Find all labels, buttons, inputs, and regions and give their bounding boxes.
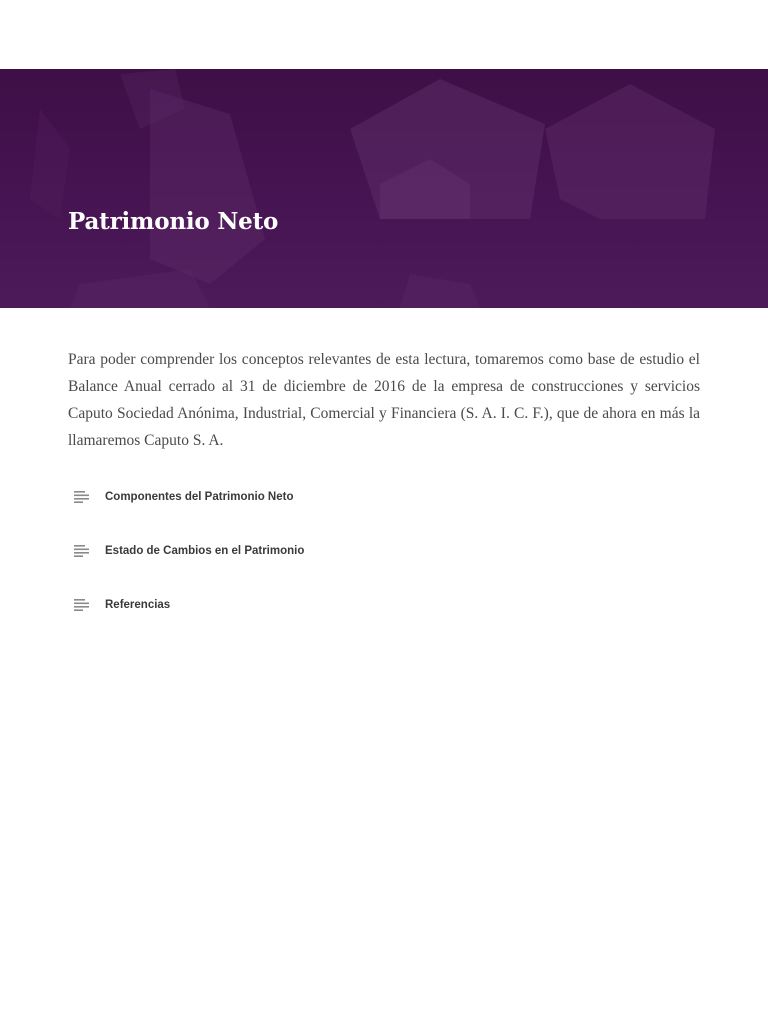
list-lines-icon [74, 599, 90, 611]
toc-item-label: Referencias [105, 599, 171, 611]
list-lines-icon [74, 491, 90, 503]
decor-shape-bottomleft [70, 269, 210, 308]
toc-item-referencias[interactable] [68, 588, 700, 622]
decor-shape-bottomcenter [400, 274, 480, 308]
toc-item-label: Estado de Cambios en el Patrimonio [105, 545, 305, 557]
banner-background-illustration [0, 69, 768, 308]
page-title: Patrimonio Neto [68, 208, 279, 235]
toc-item-label: Componentes del Patrimonio Neto [105, 491, 294, 503]
header-banner [0, 69, 768, 308]
decor-house-right [545, 84, 715, 219]
table-of-contents [68, 480, 700, 642]
intro-paragraph: Para poder comprender los conceptos relevantes de esta lectura, tomaremos como base de estudio el Balance Anual cerrado al 31 de diciembre de 2016 de la empresa de construcciones y servicios Caputo Sociedad Anónima, Industrial, Comercial y Financiera (S. A. I. C. F.), que de ahora en más la llamaremos Caputo S. A. [68, 351, 700, 449]
toc-item-estado-de-cambios[interactable] [68, 534, 700, 568]
toc-item-componentes[interactable] [68, 480, 700, 514]
list-lines-icon [74, 545, 90, 557]
decor-shape-left [150, 89, 265, 284]
decor-shape-edge [30, 109, 70, 219]
